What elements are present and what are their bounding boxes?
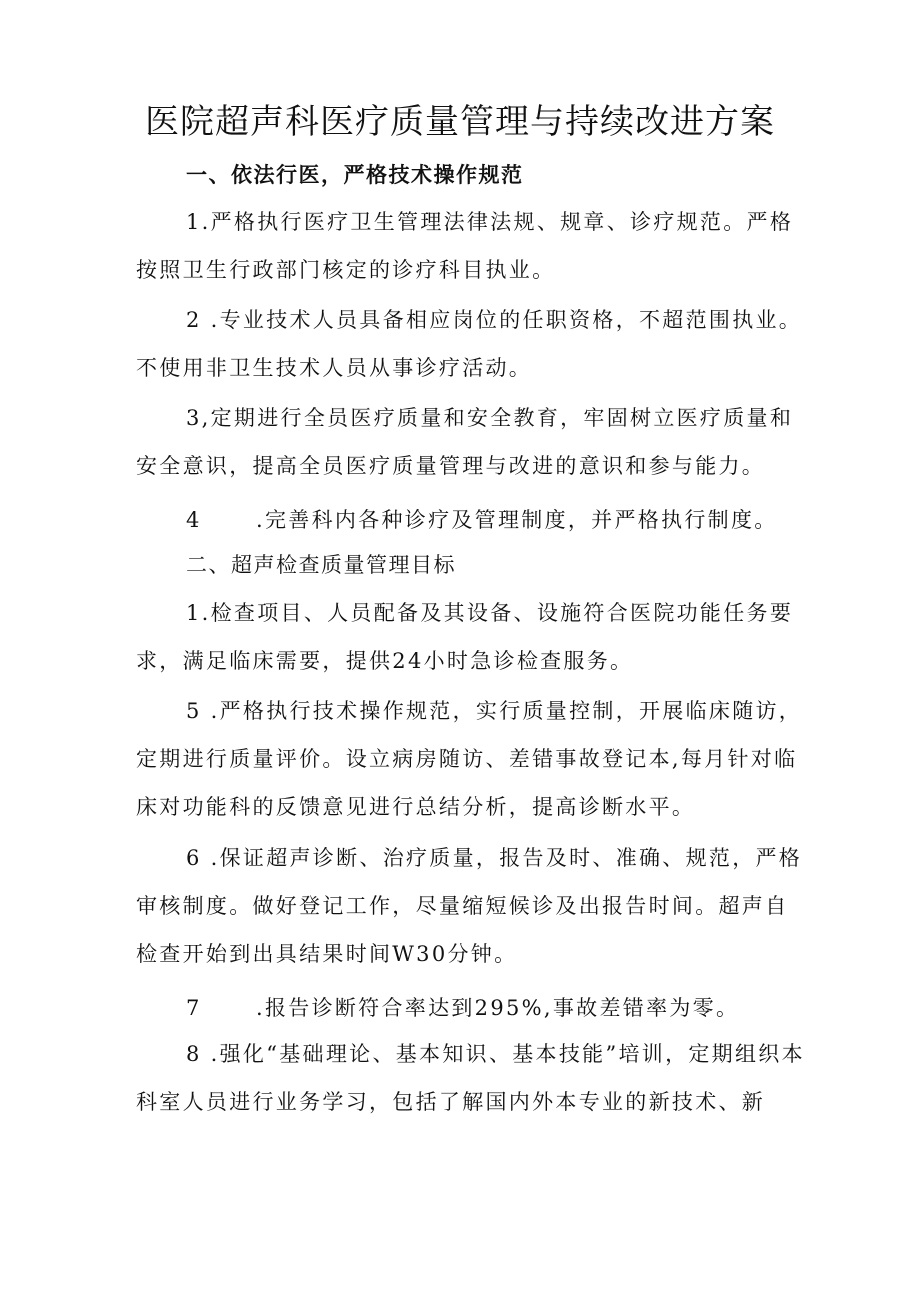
section-2-item-6: 6 .保证超声诊断、治疗质量，报告及时、准确、规范，严格审核制度。做好登记工作，尽量缩短候诊及出报告时间。超声自检查开始到出具结果时间W30分钟。 [136,846,803,966]
section-1-item-3: 3,定期进行全员医疗质量和安全教育，牢固树立医疗质量和安全意识，提高全员医疗质量管理与改进的意识和参与能力。 [136,406,794,478]
item-7-number: 7 [186,996,202,1020]
section-1-item-4 [186,505,778,535]
section-2-item-7 [186,993,739,1023]
section-2-heading: 二、超声检查质量管理目标 [186,553,456,577]
item-4-number: 4 [186,508,202,532]
document-title: 医院超声科医疗质量管理与持续改进方案 [145,102,775,142]
section-2-item-1: 1.检查项目、人员配备及其设备、设施符合医院功能任务要求，满足临床需要，提供24小时急诊检查服务。 [136,601,794,673]
item-4-text: .完善科内各种诊疗及管理制度，并严格执行制度。 [256,508,778,532]
section-1-heading: 一、依法行医，严格技术操作规范 [186,162,524,187]
section-2-item-5: 5 .严格执行技术操作规范，实行质量控制，开展临床随访，定期进行质量评价。设立病房随访、差错事故登记本,每月针对临床对功能科的反馈意见进行总结分析，提高诊断水平。 [136,699,803,819]
item-7-text: .报告诊断符合率达到295%,事故差错率为零。 [256,996,740,1020]
section-1-item-1: 1.严格执行医疗卫生管理法律法规、规章、诊疗规范。严格按照卫生行政部门核定的诊疗科目执业。 [136,210,794,282]
section-2-item-8: 8 .强化“基础理论、基本知识、基本技能”培训，定期组织本科室人员进行业务学习，包括了解国内外本专业的新技术、新 [136,1042,805,1114]
section-1-item-2: 2 .专业技术人员具备相应岗位的任职资格，不超范围执业。不使用非卫生技术人员从事诊疗活动。 [136,308,803,380]
